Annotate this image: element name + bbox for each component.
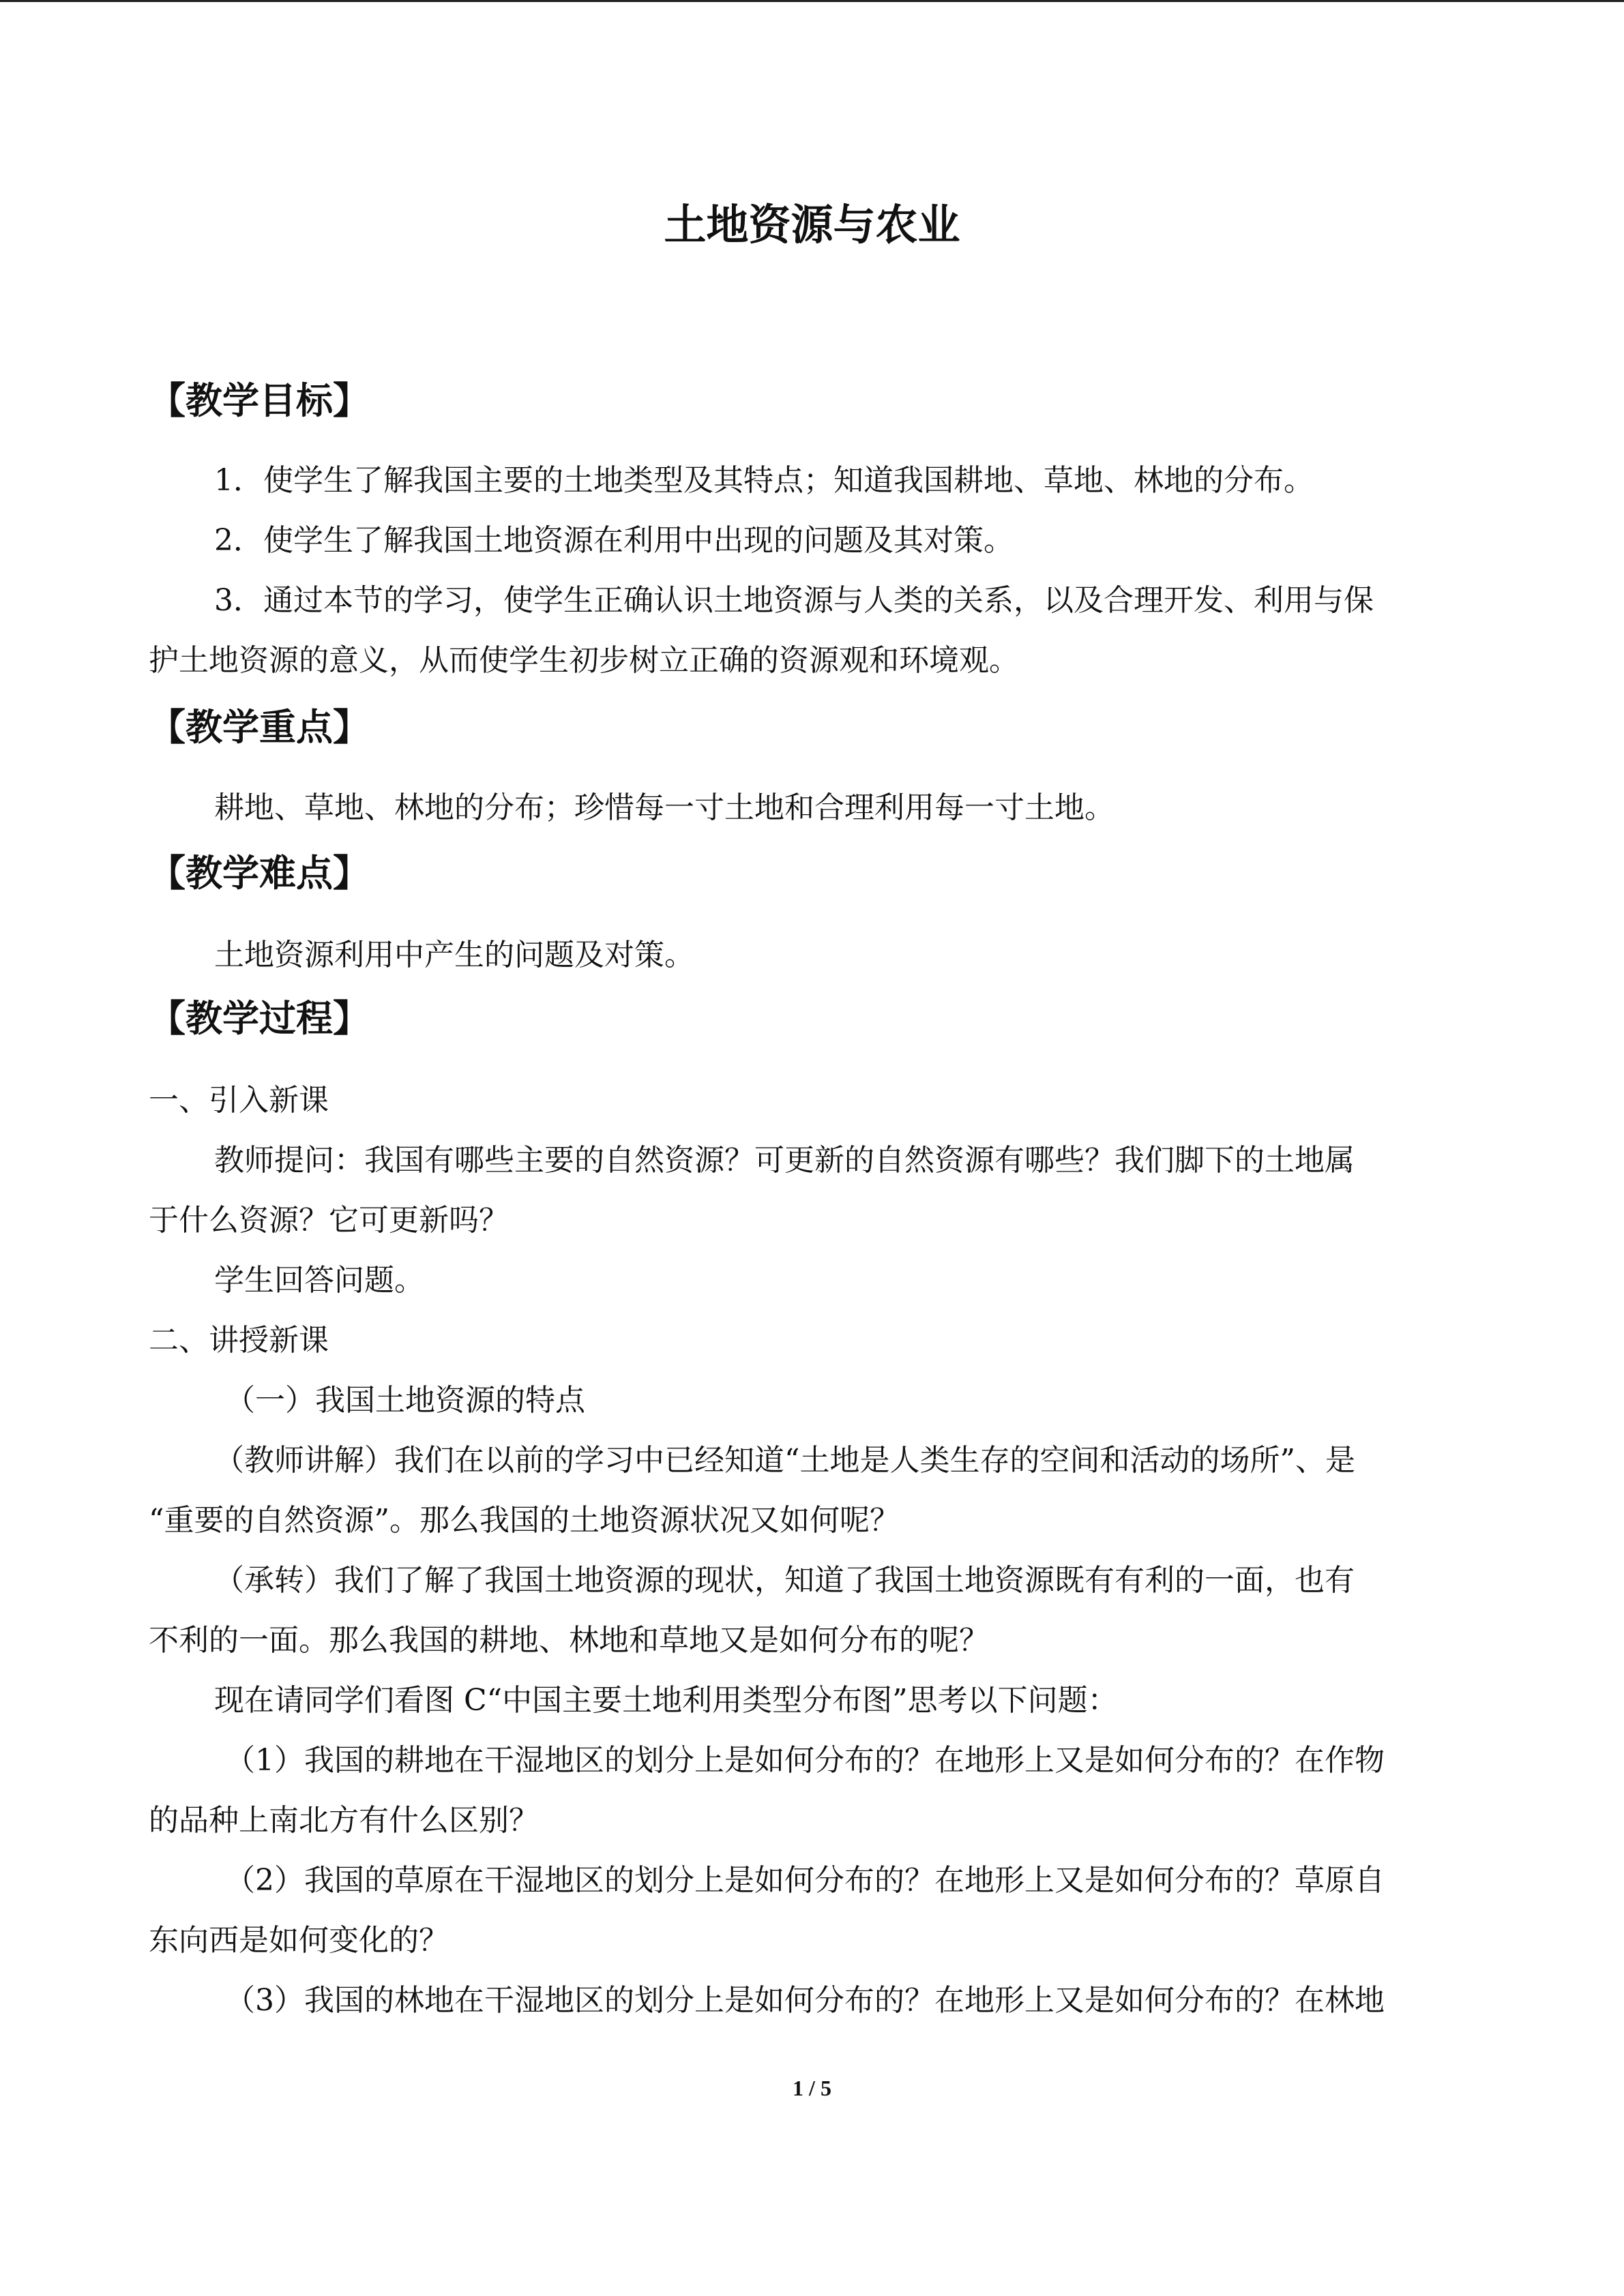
key-points-text: 耕地、草地、林地的分布；珍惜每一寸土地和合理利用每一寸土地。: [214, 790, 1114, 825]
question-1: （1）我国的耕地在干湿地区的划分上是如何分布的？在地形上又是如何分布的？在作物: [225, 1743, 1385, 1778]
question-2: （2）我国的草原在干湿地区的划分上是如何分布的？在地形上又是如何分布的？草原自: [225, 1863, 1385, 1898]
process-paragraph-cont: 不利的一面。那么我国的耕地、林地和草地又是如何分布的呢？: [149, 1623, 989, 1658]
objective-item-2: 2．使学生了解我国土地资源在利用中出现的问题及其对策。: [214, 523, 1014, 558]
difficulties-text: 土地资源利用中产生的问题及对策。: [214, 938, 694, 972]
question-1-cont: 的品种上南北方有什么区别？: [149, 1803, 539, 1838]
process-paragraph-cont: “重要的自然资源”。那么我国的土地资源状况又如何呢？: [149, 1503, 900, 1538]
heading-difficulties: 【教学难点】: [149, 852, 370, 895]
objective-item-1: 1．使学生了解我国主要的土地类型及其特点；知道我国耕地、草地、林地的分布。: [214, 463, 1314, 498]
document-page: [149, 0, 1475, 2296]
process-section-2: 二、讲授新课: [149, 1323, 329, 1358]
process-paragraph-cont: 于什么资源？它可更新吗？: [149, 1203, 509, 1238]
objective-item-3-cont: 护土地资源的意义，从而使学生初步树立正确的资源观和环境观。: [149, 643, 1019, 678]
page-number: 1 / 5: [793, 2076, 831, 2100]
process-paragraph: 现在请同学们看图 C“中国主要土地利用类型分布图”思考以下问题：: [214, 1683, 1118, 1718]
heading-key-points: 【教学重点】: [149, 706, 370, 749]
objective-item-3: 3．通过本节的学习，使学生正确认识土地资源与人类的关系，以及合理开发、利用与保: [214, 583, 1374, 618]
process-subsection-1: （一）我国土地资源的特点: [225, 1383, 585, 1418]
process-paragraph: 学生回答问题。: [214, 1263, 424, 1298]
question-3: （3）我国的林地在干湿地区的划分上是如何分布的？在地形上又是如何分布的？在林地: [225, 1983, 1385, 2018]
question-2-cont: 东向西是如何变化的？: [149, 1923, 449, 1958]
document-title: 土地资源与农业: [664, 200, 960, 250]
process-section-1: 一、引入新课: [149, 1083, 329, 1118]
process-paragraph: 教师提问：我国有哪些主要的自然资源？可更新的自然资源有哪些？我们脚下的土地属: [214, 1143, 1355, 1178]
heading-objectives: 【教学目标】: [149, 379, 370, 422]
heading-process: 【教学过程】: [149, 997, 370, 1040]
process-paragraph: （承转）我们了解了我国土地资源的现状，知道了我国土地资源既有有利的一面，也有: [214, 1563, 1355, 1598]
process-paragraph: （教师讲解）我们在以前的学习中已经知道“土地是人类生存的空间和活动的场所”、是: [214, 1443, 1355, 1478]
